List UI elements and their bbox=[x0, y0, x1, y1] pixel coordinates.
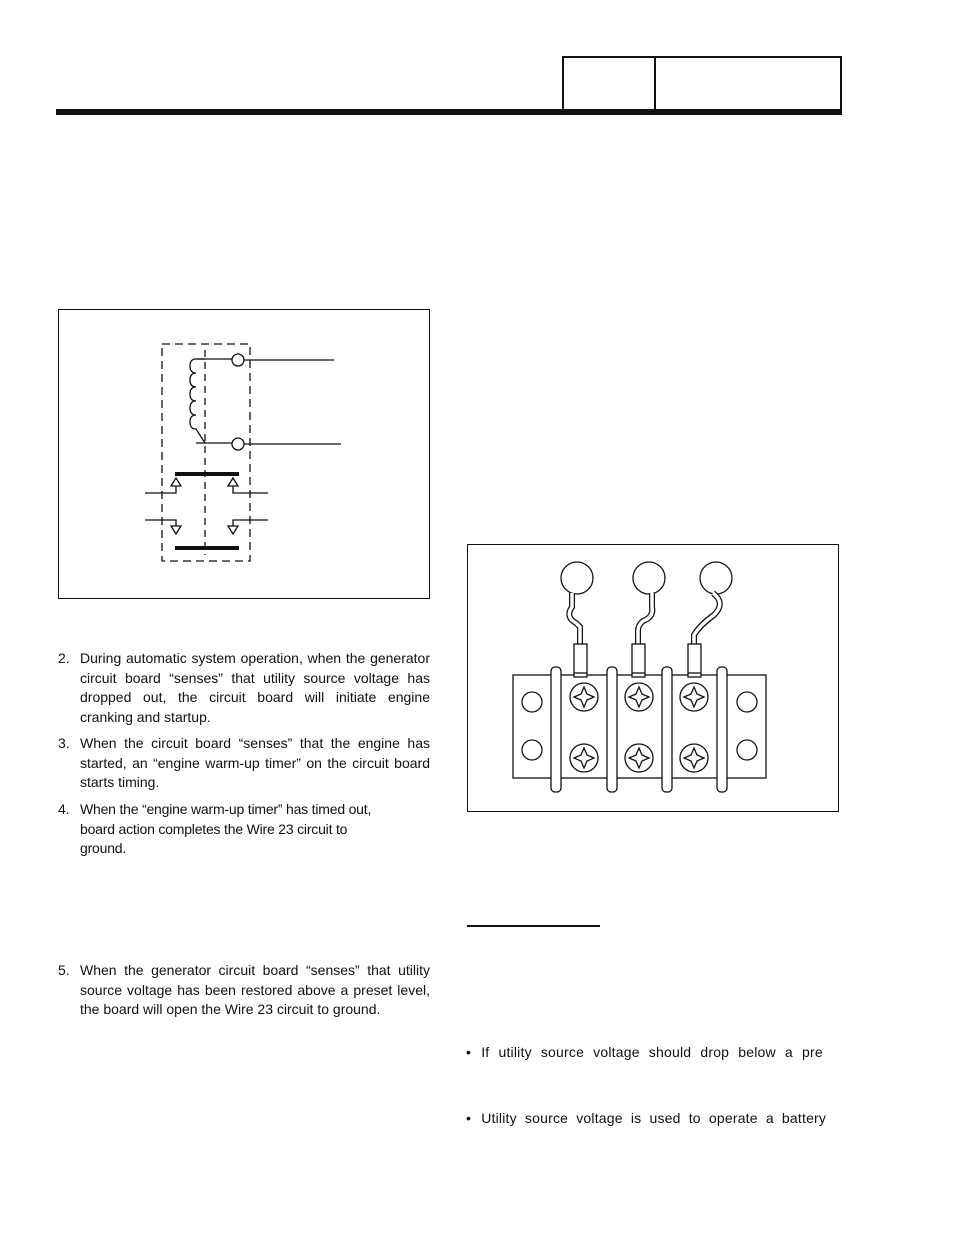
list-item-5 bbox=[58, 961, 430, 1020]
header-box bbox=[562, 56, 842, 111]
coil-terminal-top bbox=[232, 354, 244, 366]
terminal-screw bbox=[570, 683, 598, 711]
section-underline bbox=[467, 925, 600, 927]
relay-schematic bbox=[59, 310, 429, 598]
list-item-4 bbox=[58, 800, 430, 859]
list-item-text: When the circuit board “senses” that the engine has started, an “engine warm-up timer” on the circuit board starts timing. bbox=[80, 735, 430, 790]
terminal-block-drawing bbox=[468, 545, 838, 811]
relay-coil bbox=[190, 359, 205, 443]
barrier bbox=[662, 667, 672, 792]
mounting-hole bbox=[737, 740, 757, 760]
list-item-2 bbox=[58, 649, 430, 727]
bullet-symbol: • bbox=[466, 1110, 472, 1126]
list-item-number: 2. bbox=[58, 650, 70, 666]
mounting-hole bbox=[737, 692, 757, 712]
terminal-screw bbox=[625, 683, 653, 711]
list-item-text: When the generator circuit board “senses” that utility source voltage has been restored above a preset level, the board will open the Wire 23 circuit to ground. bbox=[80, 962, 430, 1017]
terminal-screw bbox=[570, 744, 598, 772]
terminal-screw bbox=[680, 683, 708, 711]
barrier bbox=[551, 667, 561, 792]
list-item-number: 5. bbox=[58, 962, 70, 978]
bullet-text: If utility source voltage should drop below a pre bbox=[481, 1044, 823, 1060]
list-item-3 bbox=[58, 734, 430, 793]
header-rule bbox=[56, 109, 842, 115]
wire-lead-1 bbox=[561, 562, 593, 677]
bullet-item-1 bbox=[466, 1043, 840, 1062]
barrier bbox=[717, 667, 727, 792]
coil-terminal-bottom bbox=[232, 438, 244, 450]
terminal-screw bbox=[680, 744, 708, 772]
terminal-block-figure bbox=[467, 544, 839, 812]
list-item-number: 3. bbox=[58, 735, 70, 751]
wire-lead-3 bbox=[688, 562, 732, 677]
relay-diagram-figure bbox=[58, 309, 430, 599]
bullet-symbol: • bbox=[466, 1044, 472, 1060]
mounting-hole bbox=[522, 692, 542, 712]
mounting-hole bbox=[522, 740, 542, 760]
list-item-number: 4. bbox=[58, 801, 70, 817]
bullet-item-2 bbox=[466, 1109, 840, 1128]
header-box-divider bbox=[654, 56, 656, 111]
bullet-text: Utility source voltage is used to operate a battery bbox=[481, 1110, 827, 1126]
barrier bbox=[607, 667, 617, 792]
wire-lead-2 bbox=[632, 562, 665, 677]
list-item-text: When the “engine warm-up timer” has timed out, board action completes the Wire 23 circuit to ground. bbox=[80, 801, 372, 856]
terminal-screw bbox=[625, 744, 653, 772]
list-item-text: During automatic system operation, when the generator circuit board “senses” that utility source voltage has dropped out, the circuit board will initiate engine cranking and startup. bbox=[80, 650, 430, 725]
